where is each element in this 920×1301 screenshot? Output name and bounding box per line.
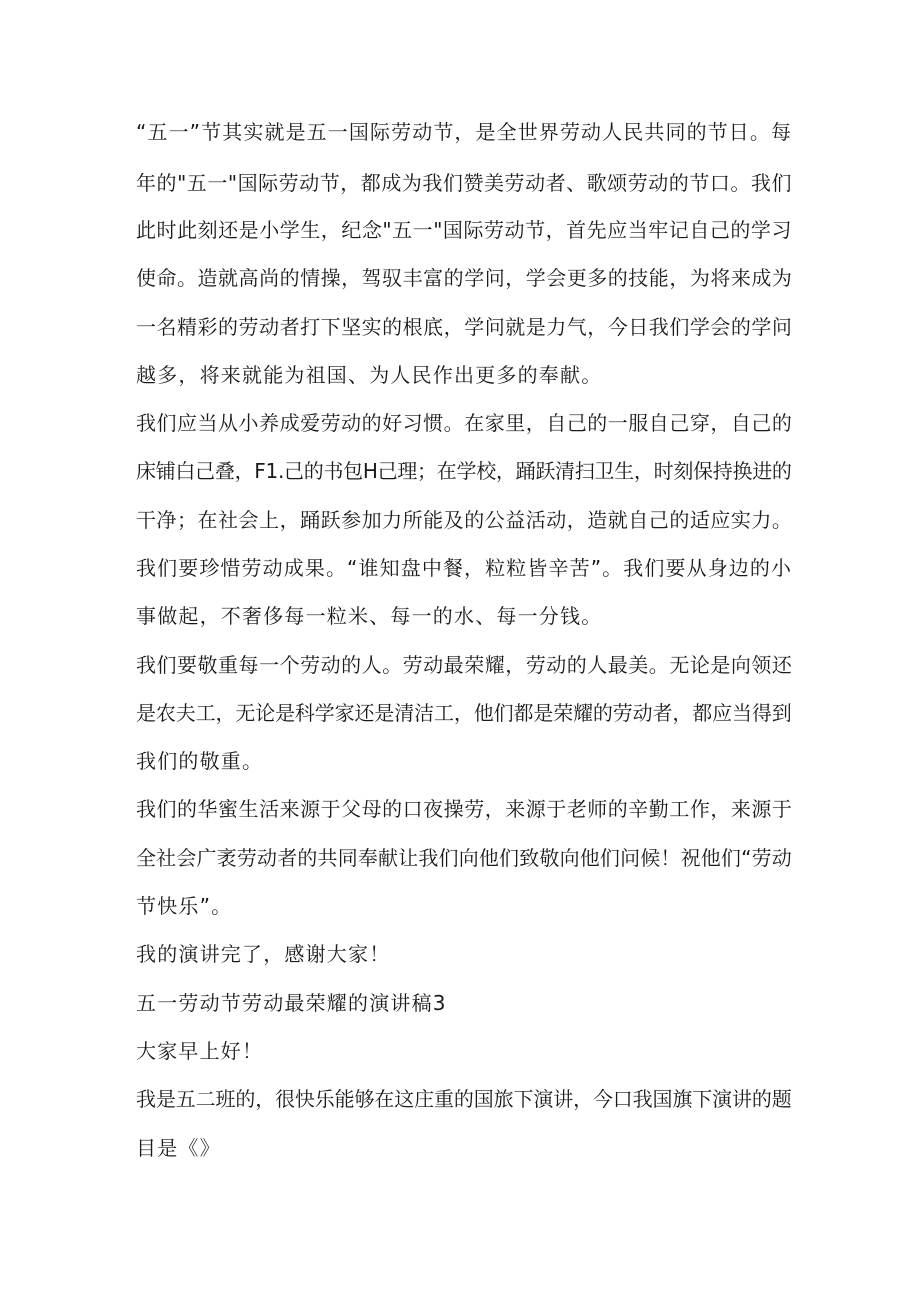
paragraph-line: 节快乐”。 — [136, 894, 233, 918]
paragraph-line: 全社会广袤劳动者的共同奉献让我们向他们致敬向他们问候！祝他们“劳动 — [136, 846, 792, 870]
paragraph-line: 事做起，不奢侈每一粒米、每一的水、每一分钱。 — [136, 604, 603, 628]
paragraph-line: 床铺白己叠，F1.己的书包H己理；在学校，踊跃清扫卫生，时刻保持换进的 — [136, 459, 792, 483]
paragraph-line: “五一”节其实就是五一国际劳动节，是全世界劳动人民共同的节日。每 — [136, 120, 793, 144]
paragraph-line: 我们要珍惜劳动成果。“谁知盘中餐，粒粒皆辛苦”。我们要从身边的小 — [136, 556, 793, 580]
paragraph-line: 目是《》 — [136, 1136, 221, 1160]
paragraph-line: 干净；在社会上，踊跃参加力所能及的公益活动，造就自己的适应实力。 — [136, 508, 793, 532]
paragraph-line: 我们的敬重。 — [136, 749, 264, 773]
paragraph-line: 使命。造就高尚的情操，驾驭丰富的学问，学会更多的技能，为将来成为 — [136, 266, 793, 290]
greeting-line: 大家早上好！ — [136, 1039, 264, 1063]
paragraph-line: 我们要敬重每一个劳动的人。劳动最荣耀，劳动的人最美。无论是向领还 — [136, 653, 793, 677]
paragraph-line: 一名精彩的劳动者打下坚实的根底，学问就是力气，今日我们学会的学问 — [136, 315, 793, 339]
paragraph-line: 越多，将来就能为祖国、为人民作出更多的奉献。 — [136, 363, 603, 387]
paragraph-line: 我们的华蜜生活来源于父母的口夜操劳，来源于老师的辛勤工作，来源于 — [136, 797, 793, 821]
paragraph-line: 我们应当从小养成爱劳动的好习惯。在家里，自己的一服自己穿，自己的 — [136, 411, 793, 435]
paragraph-line: 年的"五一"国际劳动节，都成为我们赞美劳动者、歌颂劳动的节口。我们 — [136, 171, 792, 195]
paragraph-line: 此时此刻还是小学生，纪念"五一"国际劳动节，首先应当牢记自己的学习 — [136, 218, 792, 242]
paragraph-line: 我的演讲完了，感谢大家！ — [136, 942, 391, 966]
paragraph-line: 是农夫工，无论是科学家还是清洁工，他们都是荣耀的劳动者，都应当得到 — [136, 701, 792, 725]
section-heading: 五一劳动节劳动最荣耀的演讲稿3 — [136, 991, 447, 1015]
paragraph-line: 我是五二班的，很快乐能够在这庄重的国旅下演讲，今口我国旗下演讲的题 — [136, 1087, 792, 1111]
